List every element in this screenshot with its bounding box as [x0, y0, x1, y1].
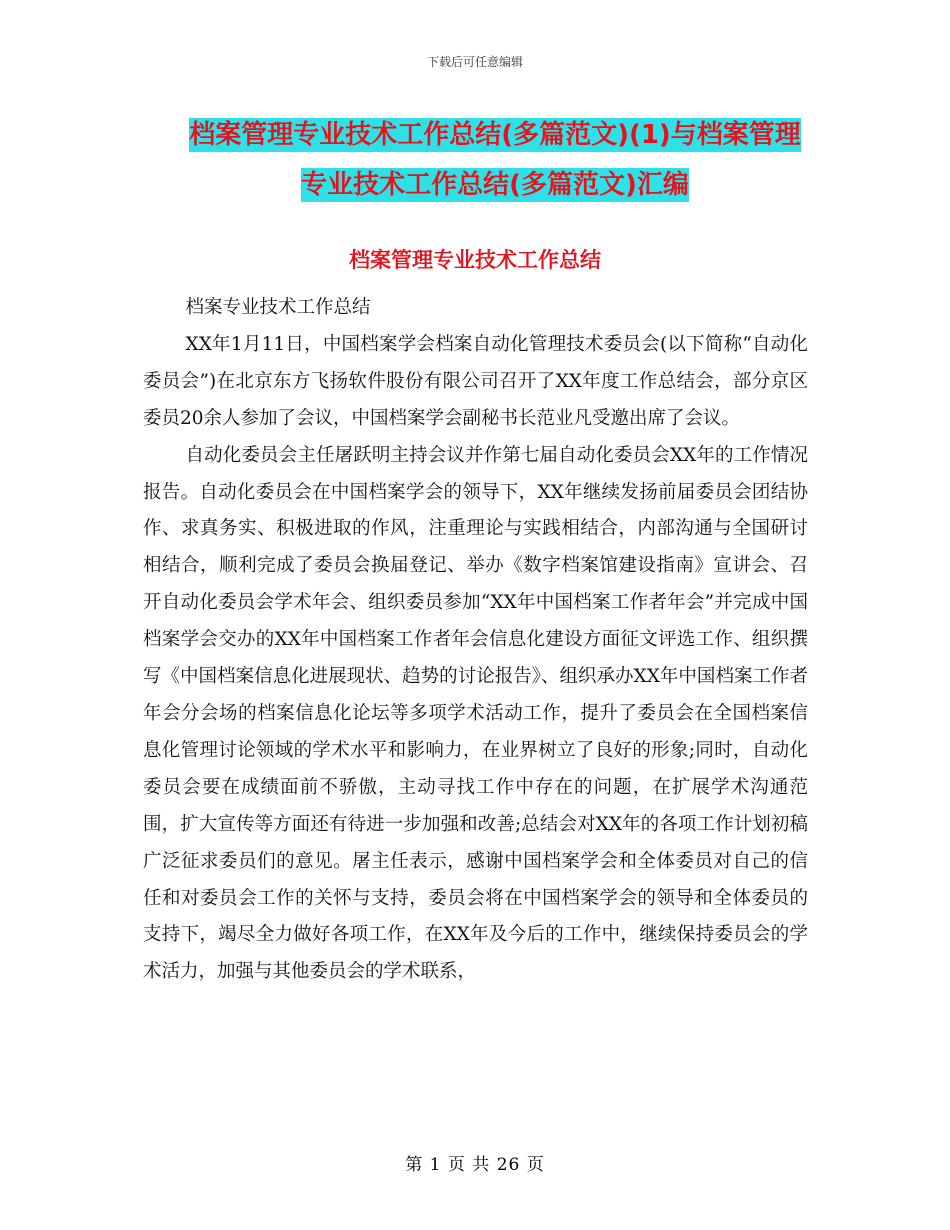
body-paragraph: XX年1月11日，中国档案学会档案自动化管理技术委员会(以下简称“自动化委员会”)在北京东方飞扬软件股份有限公司召开了XX年度工作总结会，部分京区委员20余人参加了会议，中国档案学会副秘书长范业凡受邀出席了会议。 [143, 333, 808, 429]
document-title [120, 110, 870, 210]
document-body [143, 290, 808, 991]
body-paragraph: 自动化委员会主任屠跃明主持会议并作第七届自动化委员会XX年的工作情况报告。自动化委员会在中国档案学会的领导下，XX年继续发扬前届委员会团结协作、求真务实、积极进取的作风，注重理论与实践相结合，内部沟通与全国研讨相结合，顺利完成了委员会换届登记、举办《数字档案馆建设指南》宣讲会、召开自动化委员会学术年会、组织委员参加“XX年中国档案工作者年会”并完成中国档案学会交办的XX年中国档案工作者年会信息化建设方面征文评选工作、组织撰写《中国档案信息化进展现状、趋势的讨论报告》、组织承办XX年中国档案工作者年会分会场的档案信息化论坛等多项学术活动工作，提升了委员会在全国档案信息化管理讨论领域的学术水平和影响力，在业界树立了良好的形象;同时，自动化委员会要在成绩面前不骄傲，主动寻找工作中存在的问题，在扩展学术沟通范围，扩大宣传等方面还有待进一步加强和改善;总结会对XX年的各项工作计划初稿广泛征求委员们的意见。屠主任表示，感谢中国档案学会和全体委员对自己的信任和对委员会工作的关怀与支持，委员会将在中国档案学会的领导和全体委员的支持下，竭尽全力做好各项工作，在XX年及今后的工作中，继续保持委员会的学术活力，加强与其他委员会的学术联系， [143, 444, 808, 983]
document-title-line-2: 专业技术工作总结(多篇范文)汇编 [301, 170, 689, 200]
page-number-footer: 第 1 页 共 26 页 [405, 1155, 545, 1175]
section-title: 档案管理专业技术工作总结 [349, 248, 601, 272]
body-paragraph-subtitle: 档案专业技术工作总结 [185, 297, 371, 318]
document-title-line-1: 档案管理专业技术工作总结(多篇范文)(1)与档案管理 [189, 120, 801, 150]
page-header-note: 下载后可任意编辑 [426, 55, 523, 69]
